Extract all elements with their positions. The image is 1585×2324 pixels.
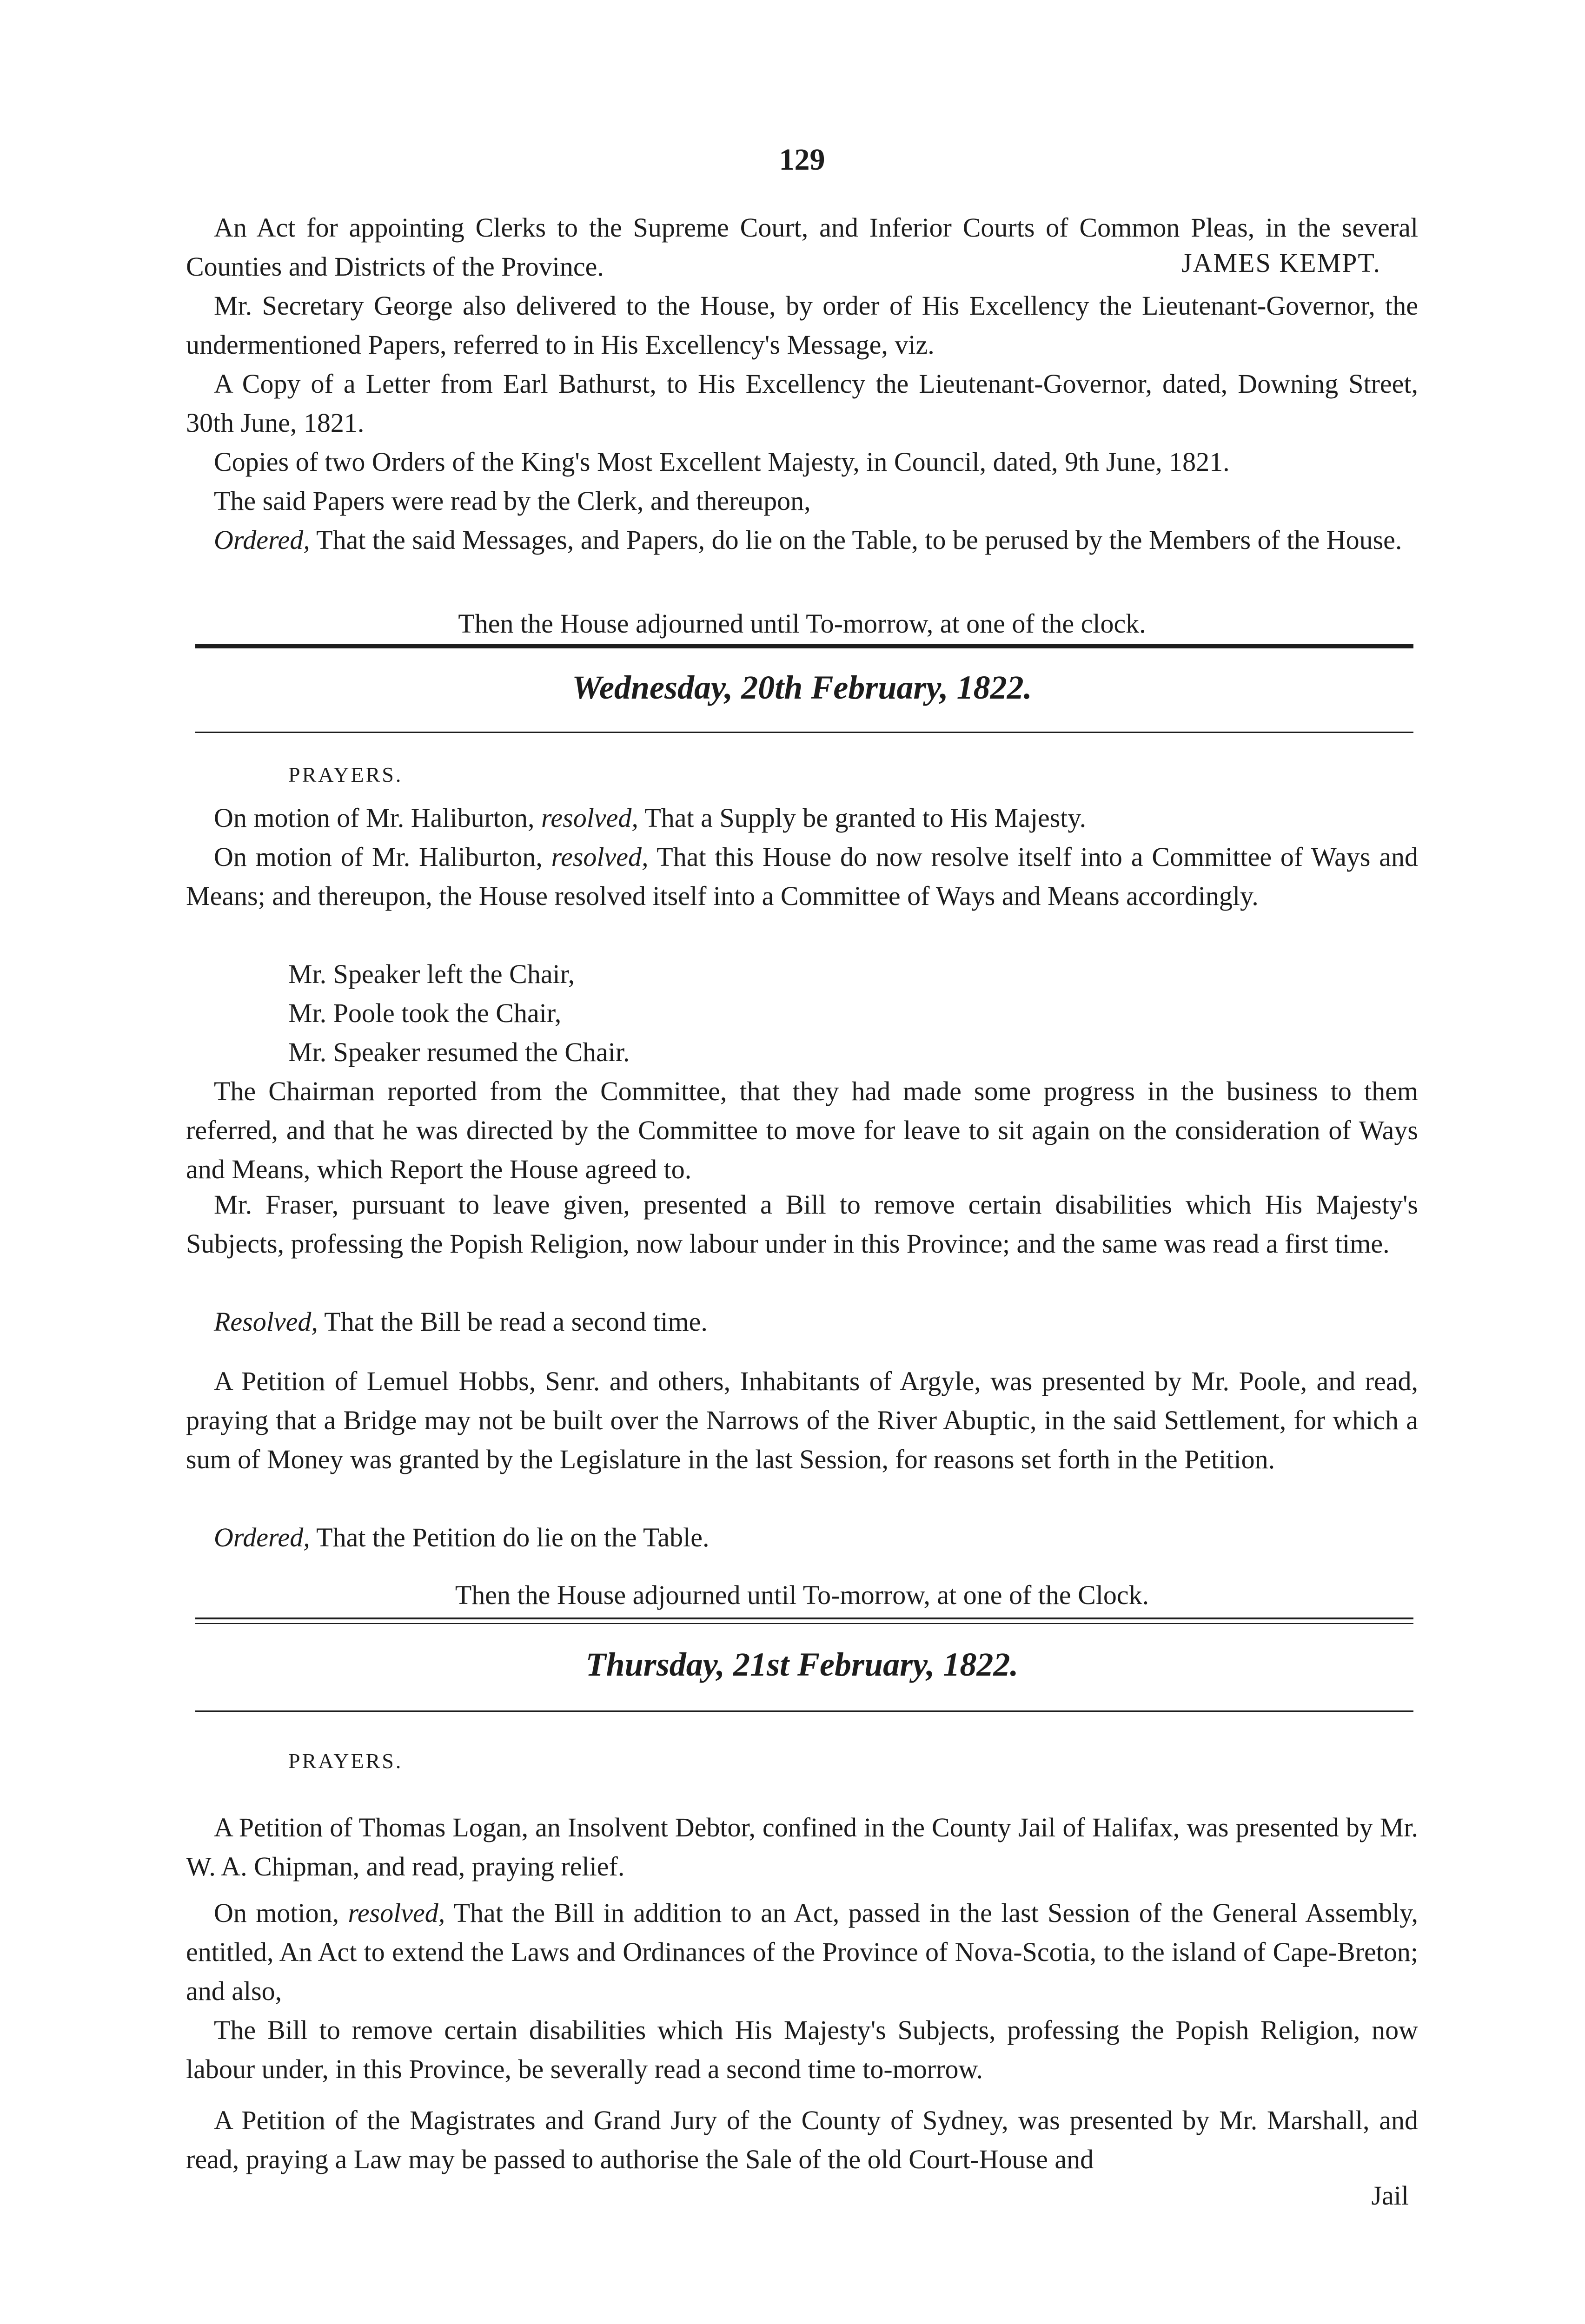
motion-cape-breton [186,1894,1418,2011]
ordered-paragraph [186,1518,1418,1557]
sydney-petition: A Petition of the Magistrates and Grand Jury of the County of Sydney, was presented by Mr. Marshall, and read, praying a Law may be passed to authorise the Sale of the old Court-House and [186,2105,1418,2174]
motion-text: On motion, [214,1898,339,1928]
section-rule [195,644,1413,648]
thursday-date: Thursday, 21st February, 1822. [585,1646,1019,1683]
read-paragraph: The said Papers were read by the Clerk, and thereupon, [214,486,811,516]
resolved-label: Resolved, [214,1307,318,1337]
page-number: 129 [779,143,825,177]
ordered-text: That the Petition do lie on the Table. [316,1522,710,1552]
section-rule [195,1618,1413,1624]
resolved-text: That the Bill be read a second time. [324,1307,708,1337]
hobbs-petition: A Petition of Lemuel Hobbs, Senr. and others, Inhabitants of Argyle, was presented by Mr. Poole, and read, praying that a Bridge may not be built over the Narrows of the River Abuptic, in the said Settlement, for which a sum of Money was granted by the Legislature in the last Session, for reasons set forth in the Petition. [186,1366,1418,1474]
ordered-label: Ordered, [214,525,310,555]
secretary-paragraph: Mr. Secretary George also delivered to the House, by order of His Excellency the Lieutenant-Governor, the undermentioned Papers, referred to in His Excellency's Message, viz. [186,290,1418,360]
fraser-bill: Mr. Fraser, pursuant to leave given, presented a Bill to remove certain disabilities which His Majesty's Subjects, professing the Popish Religion, now labour under in this Province; and the same was read a first time. [186,1189,1418,1259]
resolved-second-reading [186,1302,1418,1341]
letter-paragraph: A Copy of a Letter from Earl Bathurst, to His Excellency the Lieutenant-Governor, dated, Downing Street, 30th June, 1821. [186,369,1418,438]
signature: JAMES KEMPT. [1181,248,1381,278]
prayers-label: PRAYERS. [288,763,403,786]
wednesday-date: Wednesday, 20th February, 1822. [572,669,1032,706]
prayers-label: PRAYERS. [288,1749,403,1773]
adjourn-line: Then the House adjourned until To-morrow, at one of the clock. [458,608,1146,639]
poole-took: Mr. Poole took the Chair, [288,998,562,1028]
adjourn-line: Then the House adjourned until To-morrow, at one of the Clock. [455,1580,1149,1610]
resolved-label: resolved, [541,803,638,833]
section-rule [195,732,1413,733]
motion-text: That this House do now resolve itself into a Committee of Ways and Means; and thereupon, the House resolved itself into a Committee of Ways and Means accordingly. [186,842,1418,911]
act-title: An Act for appointing Clerks to the Supreme Court, and Inferior Courts of Common Pleas, in the several Counties and Districts of the Province. [186,212,1418,282]
copies-paragraph: Copies of two Orders of the King's Most Excellent Majesty, in Council, dated, 9th June, 1821. [214,447,1230,477]
logan-petition: A Petition of Thomas Logan, an Insolvent Debtor, confined in the County Jail of Halifax, was presented by Mr. W. A. Chipman, and read, praying relief. [186,1812,1418,1882]
motion-text: On motion of Mr. Haliburton, [214,803,535,833]
ordered-paragraph [186,521,1418,560]
chairman-report: The Chairman reported from the Committee, that they had made some progress in the business to them referred, and that he was directed by the Committee to move for leave to sit again on the consideration of Ways and Means, which Report the House agreed to. [186,1076,1418,1184]
ordered-label: Ordered, [214,1522,310,1552]
speaker-resumed: Mr. Speaker resumed the Chair. [288,1037,630,1067]
section-rule [195,1710,1413,1712]
motion-text: That the Bill in addition to an Act, passed in the last Session of the General Assembly, entitled, An Act to extend the Laws and Ordinances of the Province of Nova-Scotia, to the island of Cape-Breton; and also, [186,1898,1419,2006]
motion-supply [186,799,1418,838]
motion-ways-means [186,838,1418,916]
speaker-left: Mr. Speaker left the Chair, [288,959,575,989]
resolved-label: resolved, [551,842,649,872]
popish-bill: The Bill to remove certain disabilities which His Majesty's Subjects, professing the Popish Religion, now labour under, in this Province, be severally read a second time to-morrow. [186,2015,1418,2084]
ordered-text: That the said Messages, and Papers, do lie on the Table, to be perused by the Members of the House. [316,525,1402,555]
motion-text: That a Supply be granted to His Majesty. [644,803,1087,833]
catchword: Jail [1371,2180,1409,2211]
resolved-label: resolved, [348,1898,445,1928]
motion-text: On motion of Mr. Haliburton, [214,842,543,872]
